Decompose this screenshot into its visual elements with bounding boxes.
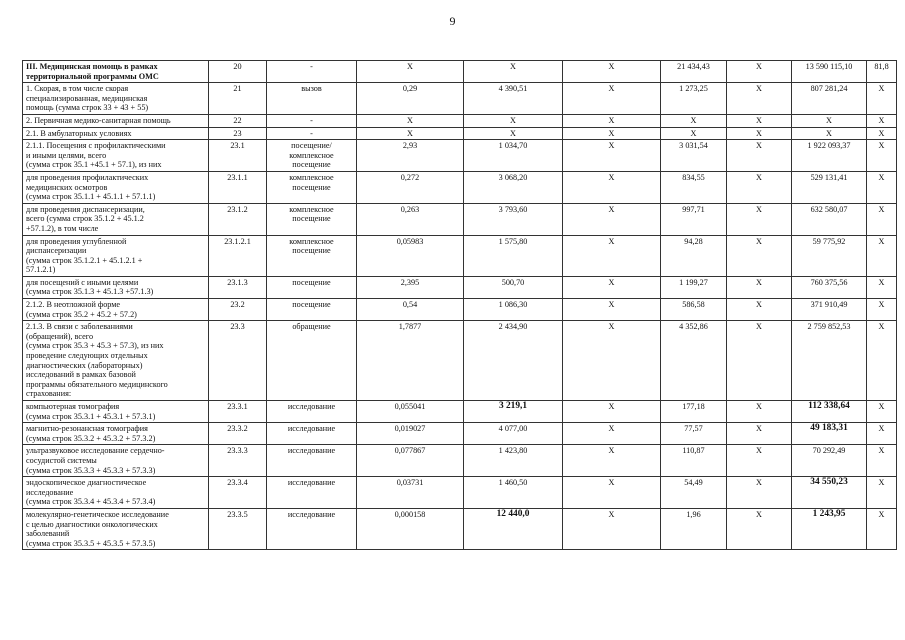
cell-col8: X [727,114,792,127]
cell-norm: 1,7877 [357,321,464,401]
cell-unit: комплексное посещение [267,235,357,276]
cell-norm: 2,93 [357,140,464,172]
cell-name: молекулярно-генетическое исследование с целью диагностики онкологических заболеваний (сумма строк 35.3.5 + 45.3.5 + 57.3.5) [23,508,209,549]
cell-norm: 2,395 [357,276,464,298]
cell-row-number: 23.3.1 [209,401,267,423]
table-body [23,61,897,550]
cell-col8: X [727,127,792,140]
cell-col6: X [563,114,661,127]
cell-norm: 0,54 [357,299,464,321]
cell-col8: X [727,140,792,172]
cell-col9: 1 922 093,37 [792,140,867,172]
cell-col10: 81,8 [867,61,897,83]
cell-col8: X [727,423,792,445]
cell-col9: 632 580,07 [792,203,867,235]
cell-col6: X [563,508,661,549]
cell-name: для проведения углубленной диспансеризации (сумма строк 35.1.2.1 + 45.1.2.1 + 57.1.2.1) [23,235,209,276]
cell-col6: X [563,235,661,276]
table-row [23,445,897,477]
cell-norm: X [357,61,464,83]
page-number: 9 [449,14,456,28]
cell-col6: X [563,61,661,83]
cell-norm: 0,29 [357,83,464,115]
cell-col6: X [563,171,661,203]
cell-col9: 70 292,49 [792,445,867,477]
cell-unit: - [267,114,357,127]
table-row [23,508,897,549]
table-row [23,401,897,423]
cell-norm: 0,000158 [357,508,464,549]
cell-col8: X [727,321,792,401]
table-row [23,299,897,321]
cell-name: 2.1. В амбулаторных условиях [23,127,209,140]
cell-cost: 3 793,60 [464,203,563,235]
cell-col7: 94,28 [661,235,727,276]
cell-col10: X [867,83,897,115]
cell-col7: 1 273,25 [661,83,727,115]
cell-col9: 760 375,56 [792,276,867,298]
table-row [23,423,897,445]
cell-cost: 12 440,0 [464,508,563,549]
cell-col8: X [727,276,792,298]
cell-col10: X [867,235,897,276]
cell-name: 2.1.3. В связи с заболеваниями (обращений), всего (сумма строк 35.3 + 45.3 + 57.3), из них проведение следующих отдельных диагностических (лабораторных) исследований в рамках базовой программы обязательного медицинского страхования: [23,321,209,401]
cell-name: 2. Первичная медико-санитарная помощь [23,114,209,127]
cell-unit: посещение [267,276,357,298]
cell-cost: 3 219,1 [464,401,563,423]
cell-cost: 500,70 [464,276,563,298]
cell-row-number: 23.1.2.1 [209,235,267,276]
cell-name: ультразвуковое исследование сердечно- сосудистой системы (сумма строк 35.3.3 + 45.3.3 + 57.3.3) [23,445,209,477]
cell-cost: 1 423,80 [464,445,563,477]
cell-col8: X [727,445,792,477]
table-row [23,321,897,401]
financing-table [22,60,897,550]
cell-cost: 1 575,80 [464,235,563,276]
cell-row-number: 20 [209,61,267,83]
cell-col8: X [727,299,792,321]
cell-cost: 2 434,90 [464,321,563,401]
cell-col7: 586,58 [661,299,727,321]
cell-col10: X [867,203,897,235]
cell-col9: 807 281,24 [792,83,867,115]
cell-col9: 2 759 852,53 [792,321,867,401]
cell-norm: 0,03731 [357,477,464,509]
cell-col6: X [563,140,661,172]
cell-col7: 77,57 [661,423,727,445]
cell-col10: X [867,423,897,445]
cell-norm: 0,019027 [357,423,464,445]
cell-unit: исследование [267,477,357,509]
cell-row-number: 23.1.2 [209,203,267,235]
cell-row-number: 23.2 [209,299,267,321]
cell-col6: X [563,423,661,445]
cell-name: для проведения диспансеризации, всего (сумма строк 35.1.2 + 45.1.2 +57.1.2), в том числе [23,203,209,235]
cell-col7: 834,55 [661,171,727,203]
table-row [23,276,897,298]
cell-col6: X [563,477,661,509]
cell-col6: X [563,127,661,140]
cell-norm: 0,055041 [357,401,464,423]
cell-unit: исследование [267,508,357,549]
cell-norm: X [357,114,464,127]
cell-norm: 0,05983 [357,235,464,276]
cell-col8: X [727,61,792,83]
cell-name: для проведения профилактических медицинских осмотров (сумма строк 35.1.1 + 45.1.1 + 57.1.1) [23,171,209,203]
cell-col9: 13 590 115,10 [792,61,867,83]
table-row [23,235,897,276]
cell-cost: 4 077,00 [464,423,563,445]
cell-col10: X [867,321,897,401]
cell-row-number: 21 [209,83,267,115]
cell-name: III. Медицинская помощь в рамках территориальной программы ОМС [23,61,209,83]
cell-unit: обращение [267,321,357,401]
cell-row-number: 23.1.3 [209,276,267,298]
cell-cost: X [464,61,563,83]
cell-col10: X [867,114,897,127]
cell-unit: вызов [267,83,357,115]
table-row [23,61,897,83]
cell-col6: X [563,321,661,401]
cell-col7: 21 434,43 [661,61,727,83]
cell-col6: X [563,299,661,321]
cell-unit: комплексное посещение [267,171,357,203]
cell-name: 1. Скорая, в том числе скорая специализированная, медицинская помощь (сумма строк 33 + 43 + 55) [23,83,209,115]
cell-col6: X [563,445,661,477]
cell-cost: 1 086,30 [464,299,563,321]
cell-cost: 1 034,70 [464,140,563,172]
cell-col10: X [867,140,897,172]
cell-cost: X [464,114,563,127]
cell-col8: X [727,83,792,115]
cell-col10: X [867,508,897,549]
table-row [23,477,897,509]
cell-norm: 0,077867 [357,445,464,477]
cell-col7: 1 199,27 [661,276,727,298]
cell-unit: - [267,127,357,140]
cell-row-number: 23.3.3 [209,445,267,477]
cell-col9: 371 910,49 [792,299,867,321]
cell-cost: 3 068,20 [464,171,563,203]
cell-col8: X [727,477,792,509]
cell-col8: X [727,401,792,423]
cell-unit: посещение/ комплексное посещение [267,140,357,172]
cell-unit: исследование [267,401,357,423]
cell-col10: X [867,299,897,321]
cell-col9: 1 243,95 [792,508,867,549]
cell-col9: X [792,114,867,127]
table-row [23,83,897,115]
cell-name: 2.1.2. В неотложной форме (сумма строк 35.2 + 45.2 + 57.2) [23,299,209,321]
table-row [23,127,897,140]
cell-norm: 0,272 [357,171,464,203]
table-row [23,140,897,172]
cell-col7: 997,71 [661,203,727,235]
cell-col9: 49 183,31 [792,423,867,445]
cell-unit: - [267,61,357,83]
cell-col10: X [867,445,897,477]
cell-name: 2.1.1. Посещения с профилактическими и иными целями, всего (сумма строк 35.1 +45.1 + 57.1), из них [23,140,209,172]
cell-col8: X [727,508,792,549]
cell-row-number: 23.3 [209,321,267,401]
cell-col10: X [867,127,897,140]
cell-row-number: 23.3.5 [209,508,267,549]
cell-col7: 1,96 [661,508,727,549]
cell-row-number: 23.1 [209,140,267,172]
cell-col9: 34 550,23 [792,477,867,509]
cell-cost: 1 460,50 [464,477,563,509]
cell-col8: X [727,235,792,276]
cell-col6: X [563,276,661,298]
cell-col7: 177,18 [661,401,727,423]
cell-norm: 0,263 [357,203,464,235]
cell-name: магнитно-резонансная томография (сумма строк 35.3.2 + 45.3.2 + 57.3.2) [23,423,209,445]
cell-col6: X [563,83,661,115]
cell-cost: X [464,127,563,140]
cell-row-number: 23.3.4 [209,477,267,509]
cell-row-number: 23.3.2 [209,423,267,445]
cell-col7: 110,87 [661,445,727,477]
cell-name: для посещений с иными целями (сумма строк 35.1.3 + 45.1.3 +57.1.3) [23,276,209,298]
cell-col9: 59 775,92 [792,235,867,276]
cell-col8: X [727,171,792,203]
cell-col6: X [563,401,661,423]
cell-name: эндоскопическое диагностическое исследование (сумма строк 35.3.4 + 45.3.4 + 57.3.4) [23,477,209,509]
cell-norm: X [357,127,464,140]
cell-col9: 112 338,64 [792,401,867,423]
cell-row-number: 23 [209,127,267,140]
table-row [23,114,897,127]
cell-name: компьютерная томография (сумма строк 35.3.1 + 45.3.1 + 57.3.1) [23,401,209,423]
table-row [23,203,897,235]
cell-col7: 4 352,86 [661,321,727,401]
table-row [23,171,897,203]
cell-col6: X [563,203,661,235]
cell-col10: X [867,401,897,423]
cell-unit: исследование [267,445,357,477]
cell-col7: X [661,114,727,127]
cell-col7: 54,49 [661,477,727,509]
cell-unit: исследование [267,423,357,445]
cell-row-number: 22 [209,114,267,127]
cell-col9: 529 131,41 [792,171,867,203]
cell-unit: комплексное посещение [267,203,357,235]
cell-col10: X [867,171,897,203]
cell-col10: X [867,276,897,298]
cell-col7: 3 031,54 [661,140,727,172]
cell-row-number: 23.1.1 [209,171,267,203]
cell-col7: X [661,127,727,140]
cell-unit: посещение [267,299,357,321]
cell-col9: X [792,127,867,140]
cell-col10: X [867,477,897,509]
cell-cost: 4 390,51 [464,83,563,115]
cell-col8: X [727,203,792,235]
